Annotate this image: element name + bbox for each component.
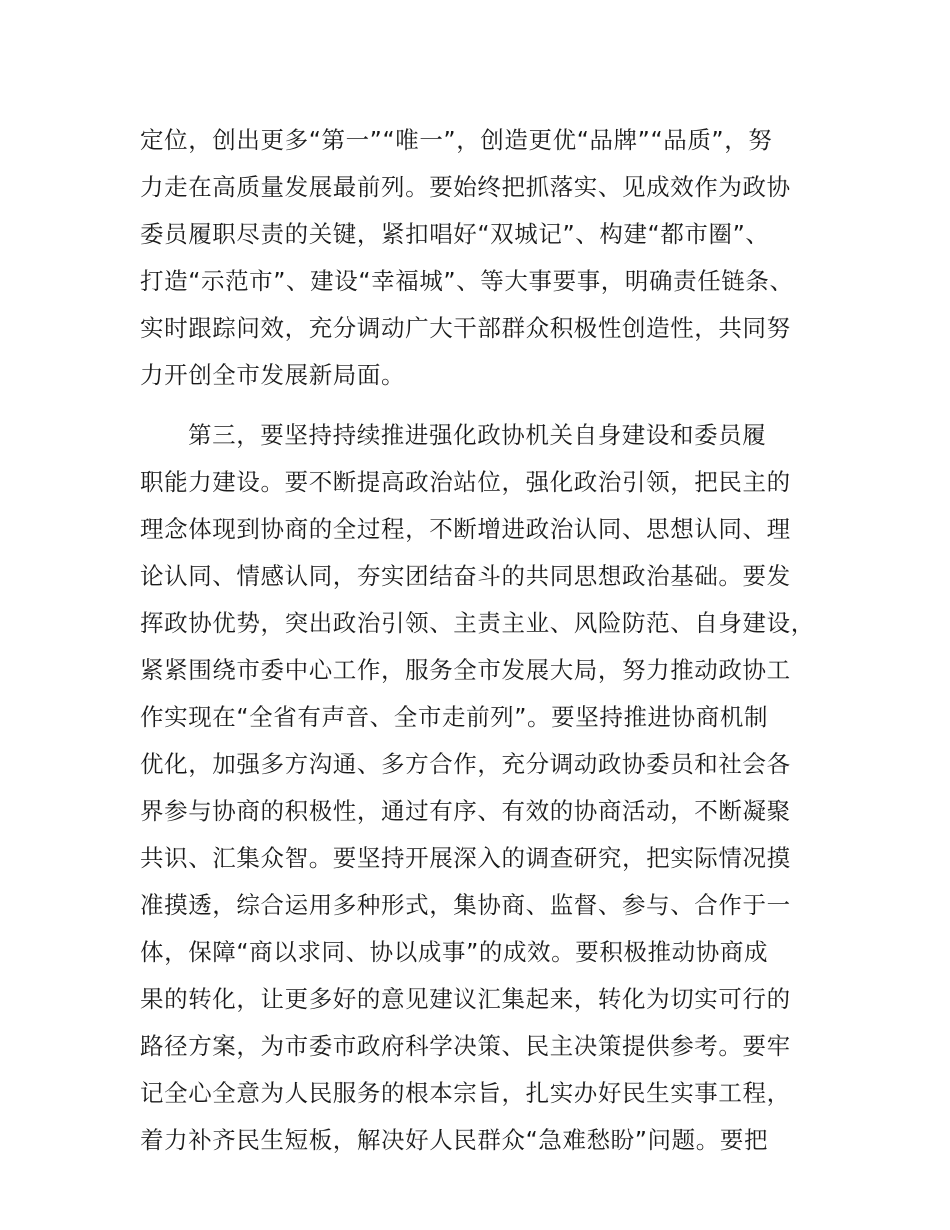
paragraph-2-line: 第三，要坚持持续推进强化政协机关自身建设和委员履	[188, 421, 767, 449]
paragraph-2-line: 挥政协优势，突出政治引领、主责主业、风险防范、自身建设，	[140, 609, 815, 637]
paragraph-1-line: 力开创全市发展新局面。	[140, 361, 406, 389]
paragraph-1-line: 打造“示范市”、建设“幸福城”、等大事要事，明确责任链条、	[140, 267, 794, 295]
paragraph-2-line: 着力补齐民生短板，解决好人民群众“急难愁盼”问题。要把	[140, 1126, 769, 1154]
paragraph-2-line: 共识、汇集众智。要坚持开展深入的调查研究，把实际情况摸	[140, 844, 791, 872]
paragraph-2-line: 路径方案，为市委市政府科学决策、民主决策提供参考。要牢	[140, 1032, 791, 1060]
paragraph-2-line: 准摸透，综合运用多种形式，集协商、监督、参与、合作于一	[140, 891, 791, 919]
paragraph-2-line: 记全心全意为人民服务的根本宗旨，扎实办好民生实事工程，	[140, 1079, 791, 1107]
paragraph-1-line: 委员履职尽责的关键，紧扣唱好“双城记”、构建“都市圈”、	[140, 220, 770, 248]
paragraph-2-line: 优化，加强多方沟通、多方合作，充分调动政协委员和社会各	[140, 750, 791, 778]
paragraph-2-line: 理念体现到协商的全过程，不断增进政治认同、思想认同、理	[140, 515, 791, 543]
paragraph-1-line: 实时跟踪问效，充分调动广大干部群众积极性创造性，共同努	[140, 314, 791, 342]
paragraph-2-line: 体，保障“商以求同、协以成事”的成效。要积极推动协商成	[140, 938, 769, 966]
paragraph-2-line: 作实现在“全省有声音、全市走前列”。要坚持推进协商机制	[140, 703, 769, 731]
paragraph-2-line: 紧紧围绕市委中心工作，服务全市发展大局，努力推动政协工	[140, 656, 791, 684]
paragraph-1-line: 定位，创出更多“第一”“唯一”，创造更优“品牌”“品质”，努	[140, 126, 773, 154]
paragraph-2-line: 界参与协商的积极性，通过有序、有效的协商活动，不断凝聚	[140, 797, 791, 825]
paragraph-2-line: 论认同、情感认同，夯实团结奋斗的共同思想政治基础。要发	[140, 562, 791, 590]
paragraph-1-line: 力走在高质量发展最前列。要始终把抓落实、见成效作为政协	[140, 173, 791, 201]
paragraph-2-line: 果的转化，让更多好的意见建议汇集起来，转化为切实可行的	[140, 985, 791, 1013]
paragraph-2-line: 职能力建设。要不断提高政治站位，强化政治引领，把民主的	[140, 468, 791, 496]
